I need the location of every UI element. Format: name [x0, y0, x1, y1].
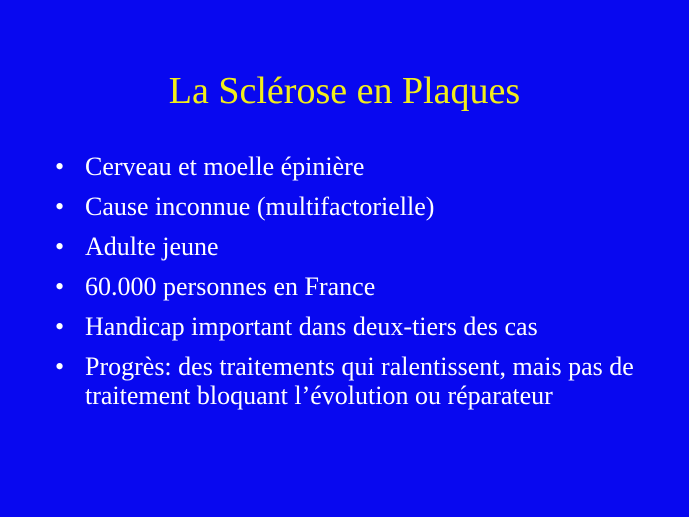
bullet-item — [54, 272, 674, 301]
bullet-marker: • — [55, 312, 65, 341]
bullet-text: Cerveau et moelle épinière — [85, 152, 365, 181]
bullet-marker: • — [55, 272, 65, 301]
bullet-item — [54, 152, 674, 181]
bullet-marker: • — [55, 152, 65, 181]
bullet-text: Progrès: des traitements qui ralentissent, mais pas de traitement bloquant l’évolution ou réparateur — [85, 352, 634, 410]
bullet-text: Handicap important dans deux-tiers des cas — [85, 312, 538, 341]
bullet-text: Adulte jeune — [85, 232, 219, 261]
bullet-marker: • — [55, 232, 65, 261]
bullet-text: 60.000 personnes en France — [85, 272, 376, 301]
slide-title: La Sclérose en Plaques — [168, 70, 521, 112]
bullet-text: Cause inconnue (multifactorielle) — [85, 192, 435, 221]
bullet-item — [54, 312, 674, 341]
bullet-item — [54, 192, 674, 221]
bullet-item — [54, 352, 674, 410]
bullet-item — [54, 232, 674, 261]
bullet-list — [54, 152, 674, 410]
bullet-marker: • — [55, 352, 65, 381]
bullet-marker: • — [55, 192, 65, 221]
